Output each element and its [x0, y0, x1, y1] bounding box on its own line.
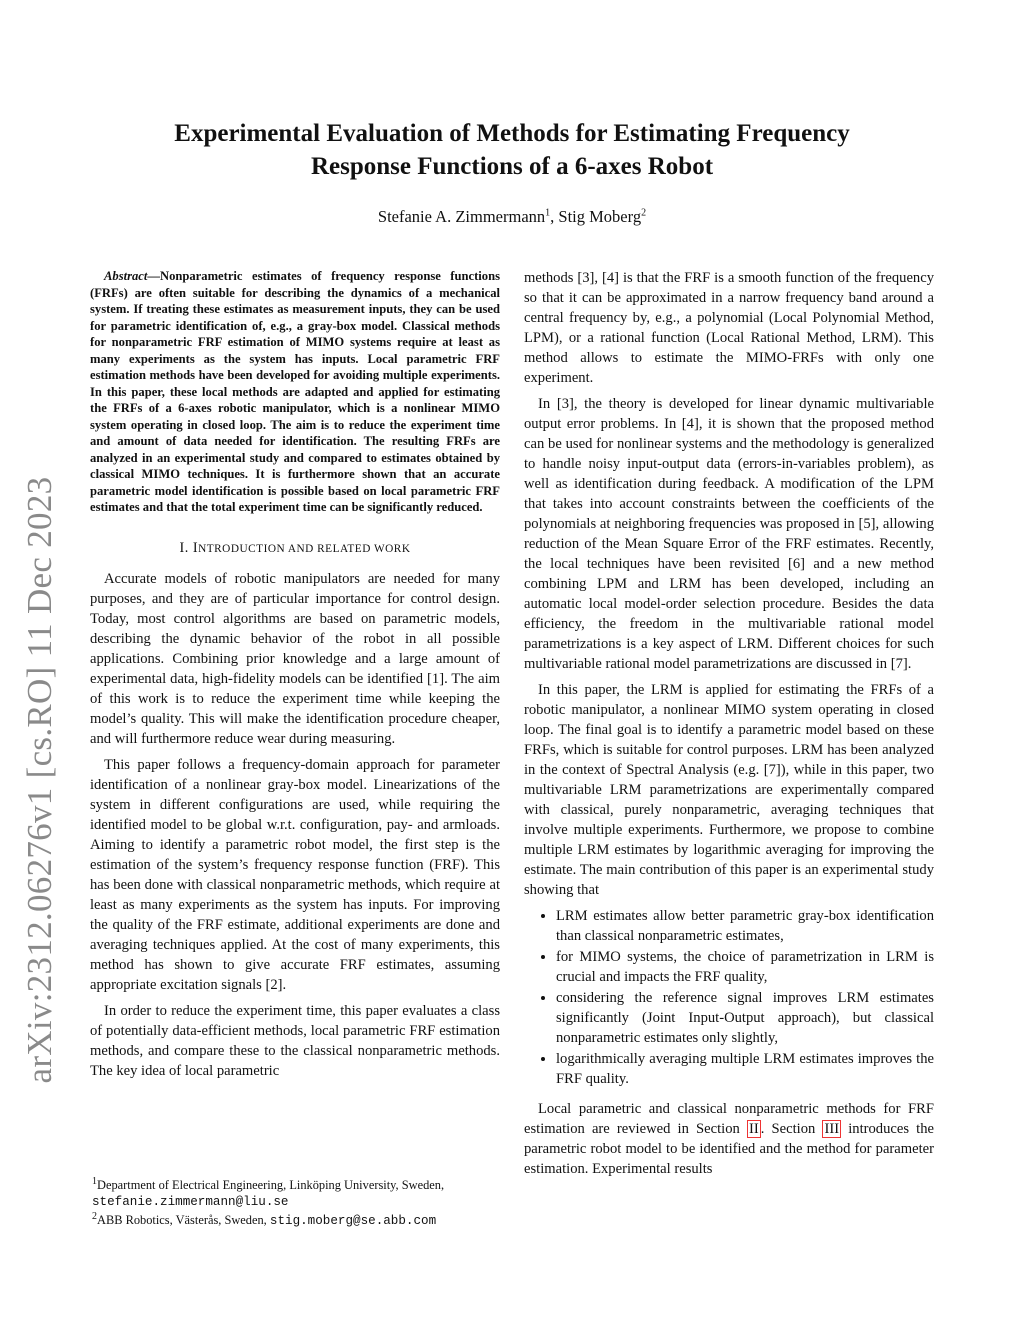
abstract-label: Abstract — [104, 269, 148, 283]
para4-text-b: . Section — [760, 1121, 823, 1137]
author-separator: , — [550, 207, 559, 226]
title-line-1: Experimental Evaluation of Methods for Estimating Frequency — [174, 120, 850, 147]
footnote-2-email[interactable]: stig.moberg@se.abb.com — [269, 1214, 437, 1228]
title-line-2: Response Functions of a 6-axes Robot — [310, 153, 714, 180]
contribution-item: • LRM estimates allow better parametric gray-box identification than classical nonparametric estimates, — [556, 906, 934, 946]
right-paragraph-1: methods [3], [4] is that the FRF is a smooth function of the frequency so that it can be approximated in a narrow frequency band around a central frequency by, e.g., a polynomial (Local Polynomial Method, LPM), or a rational function (Local Rational Method, LRM). This method allows to estimate the MIMO-FRFs with only one experiment. — [524, 270, 934, 386]
para4-text-c: introduces the parametric robot model to be identified and the method for parameter estimation. Experimental results — [524, 1121, 934, 1177]
footnotes — [90, 1177, 500, 1231]
para4-text-a: Local parametric and classical nonparametric methods for FRF estimation are reviewed in Section — [524, 1101, 934, 1137]
section-ref-link-2[interactable]: II — [749, 1121, 759, 1137]
abstract-text: Nonparametric estimates of frequency response functions (FRFs) are often suitable for describing the dynamics of a mechanical system. If treating these estimates as measurement inputs, they can be used for parametric identification of, e.g., a gray-box model. Classical methods for nonparametric FRF estimation of MIMO systems require at least as many experiments as the system has inputs. Local parametric FRF estimation methods have been developed for avoiding multiple experiments. In this paper, these local methods are adapted and applied for estimating the FRFs of a 6-axes robotic manipulator, which is a nonlinear MIMO system operating in closed loop. The aim is to reduce the experiment time and amount of data needed for identification. The resulting FRFs are analyzed in an experimental study and compared to estimates obtained by classical MIMO techniques. It is furthermore shown that an accurate parametric model identification is possible based on local parametric FRF estimates and that the total experiment time can be significantly reduced. — [90, 269, 500, 514]
authors — [100, 207, 924, 227]
right-paragraph-4 — [524, 1099, 934, 1179]
section-heading-introduction — [90, 538, 500, 559]
abstract-dash: — — [147, 269, 160, 283]
footnote-1-text: Department of Electrical Engineering, Linköping University, Sweden, — [97, 1178, 445, 1192]
paper-title — [100, 117, 924, 183]
contribution-item: • logarithmically averaging multiple LRM estimates improves the FRF quality. — [556, 1049, 934, 1089]
footnote-2-mark: 2 — [92, 1210, 97, 1222]
abstract — [90, 268, 500, 516]
section-number: I. — [179, 539, 193, 556]
arxiv-side-stamp: arXiv:2312.06276v1 [cs.RO] 11 Dec 2023 — [20, 476, 59, 1084]
right-column — [524, 268, 934, 1185]
section-ref-link-3[interactable]: III — [824, 1121, 840, 1137]
author-2: Stig Moberg — [558, 207, 642, 226]
contribution-list — [524, 906, 934, 1089]
contribution-item: • considering the reference signal improves LRM estimates significantly (Joint Input-Output approach), but classical nonparametric estimates only slightly, — [556, 988, 934, 1048]
author-1-affil: 1 — [545, 207, 551, 219]
intro-paragraph-2: This paper follows a frequency-domain approach for parameter identification of a nonlinear gray-box model. Linearizations of the system in different configurations are used, while requiring the identified model to be global w.r.t. configuration, pay- and armloads. Aiming to identify a parametric robot model, the first step is the estimation of the system’s frequency response function (FRF). This has been done with classical nonparametric methods, which require at least as many experiments as the system has inputs. For improving the quality of the FRF estimate, additional experiments are done and averaging techniques applied. At the cost of many experiments, this method has shown to give accurate FRF estimates, assuming appropriate excitation signals [2]. — [90, 756, 500, 993]
footnote-2 — [90, 1212, 500, 1229]
intro-paragraph-3: In order to reduce the experiment time, this paper evaluates a class of potentially data-efficient methods, local parametric FRF estimation methods, and compare these to the classical nonparametric methods. The key idea of local parametric — [90, 1002, 500, 1079]
section-title-rest: NTRODUCTION AND RELATED WORK — [198, 542, 411, 555]
author-2-affil: 2 — [641, 207, 647, 219]
right-paragraph-3: In this paper, the LRM is applied for estimating the FRFs of a robotic manipulator, a nonlinear MIMO system operating in closed loop. The final goal is to identify a parametric model based on these FRFs, which is suitable for control purposes. LRM has been analyzed in the context of Spectral Analysis (e.g. [7]), while in this paper, two multivariable LRM parametrizations are experimentally compared with classical, purely nonparametric, averaging techniques that involve multiple experiments. Furthermore, we propose to combine multiple LRM estimates by logarithmic averaging for improving the estimate. The main contribution of this paper is an experimental study showing that — [524, 682, 934, 898]
footnote-2-text: ABB Robotics, Västerås, Sweden, — [97, 1213, 270, 1227]
section-cap: I — [192, 539, 199, 556]
footnote-1-email[interactable]: stefanie.zimmermann@liu.se — [92, 1195, 289, 1209]
right-paragraph-2: In [3], the theory is developed for linear dynamic multivariable output error problems. In [4], it is shown that the proposed method can be used for nonlinear systems and the methodology is generalized to handle noisy input-output data (errors-in-variables problem), as well as identification during feedback. A modification of the LPM that takes into account constraints between the coefficients of the polynomials at neighboring frequencies was proposed in [5], allowing reduction of the Mean Square Error of the FRF estimates. Recently, the local techniques have been revisited [6] and a new method combining LPM and LRM has been developed, including an automatic local model-order selection procedure. Besides the data efficiency, the freedom in the multivariable rational model parametrizations is a key aspect of LRM. Different choices for such multivariable rational model parametrizations are discussed in [7]. — [524, 396, 934, 672]
author-1: Stefanie A. Zimmermann — [377, 207, 546, 226]
intro-paragraph-1: Accurate models of robotic manipulators are needed for many purposes, and they are of particular importance for control design. Today, most control algorithms are based on parametric models, describing the dynamic behavior of the robot in all possible applications. Combining prior knowledge and a large amount of experimental data, high-fidelity models can be identified [1]. The aim of this work is to reduce the experiment time while keeping the model’s quality. This will make the identification procedure cheaper, and will furthermore reduce wear during measuring. — [90, 570, 500, 747]
contribution-item: • for MIMO systems, the choice of parametrization in LRM is crucial and impacts the FRF quality, — [556, 947, 934, 987]
footnote-1-mark: 1 — [92, 1175, 97, 1187]
left-column — [90, 268, 500, 1087]
footnote-1 — [90, 1177, 500, 1210]
